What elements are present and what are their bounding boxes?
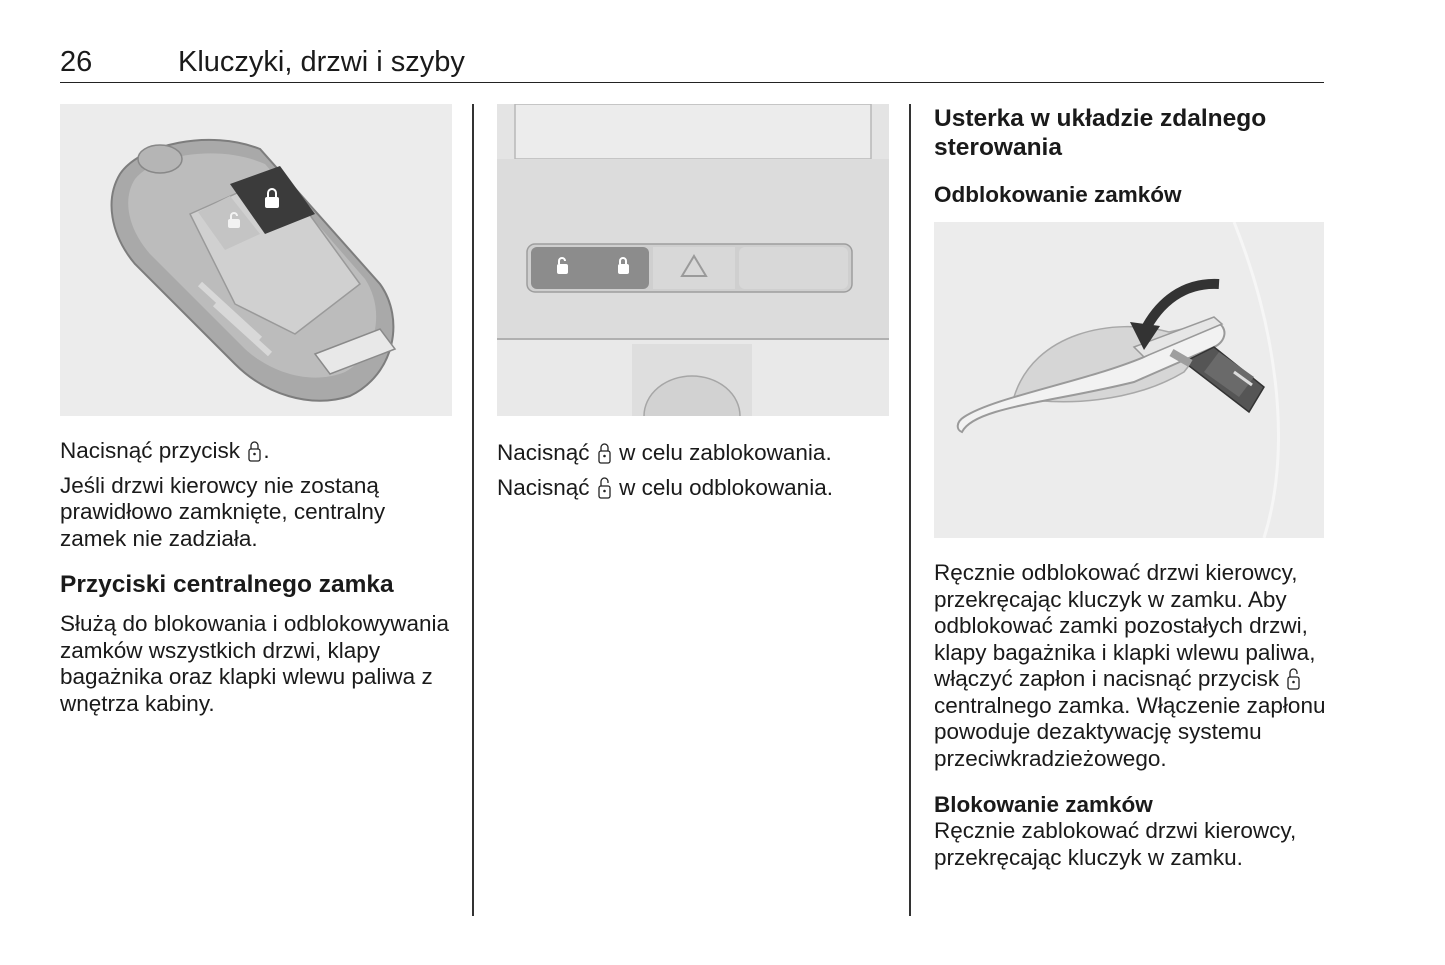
text: Ręcznie odblokować drzwi kierowcy, przekręcając kluczyk w zamku. Aby odblokować zamki pozostałych drzwi, klapy bagażnika i klapki wlewu paliwa, włączyć zapłon i nacisnąć przycisk xyxy=(934,560,1316,691)
text: Nacisnąć xyxy=(497,474,590,500)
heading-remote-control-fault: Usterka w układzie zdalnego sterowania xyxy=(934,105,1267,161)
lock-icon xyxy=(248,440,261,462)
column-divider xyxy=(472,104,474,916)
door-handle-key-illustration xyxy=(934,222,1324,538)
text: w celu zablokowania. xyxy=(619,440,832,465)
text: centralnego zamka. Włączenie zapłonu powoduje dezaktywację systemu przeciwkradzieżowego. xyxy=(934,692,1326,771)
text: . xyxy=(263,438,270,463)
page-header xyxy=(60,44,1324,83)
paragraph-central-locking-description: Służą do blokowania i odblokowywania zamków wszystkich drzwi, klapy bagażnika oraz klapki wlewu paliwa z wnętrza kabiny. xyxy=(60,611,449,716)
column-1 xyxy=(60,104,452,717)
lock-icon xyxy=(598,442,611,464)
heading-central-locking-buttons: Przyciski centralnego zamka xyxy=(60,571,394,598)
text: Nacisnąć przycisk xyxy=(60,438,241,463)
central-lock-buttons-illustration xyxy=(497,104,889,416)
text: w celu odblokowania. xyxy=(619,474,833,500)
unlock-icon xyxy=(598,477,611,499)
column-3 xyxy=(934,104,1326,871)
instruction-press-button xyxy=(60,438,452,465)
subheading-locking: Blokowanie zamków xyxy=(934,792,1153,817)
subheading-unlocking: Odblokowanie zamków xyxy=(934,182,1182,207)
text: Nacisnąć xyxy=(497,440,590,465)
page-number: 26 xyxy=(60,46,93,78)
instruction-lock xyxy=(497,440,889,467)
paragraph-manual-unlock xyxy=(934,560,1326,772)
column-divider xyxy=(909,104,911,916)
key-fob-illustration xyxy=(60,104,452,416)
unlock-icon xyxy=(1287,668,1300,690)
page-title: Kluczyki, drzwi i szyby xyxy=(178,46,465,78)
paragraph-manual-lock: Ręcznie zablokować drzwi kierowcy, przekręcając kluczyk w zamku. xyxy=(934,818,1297,870)
column-2 xyxy=(497,104,889,501)
instruction-unlock xyxy=(497,475,889,502)
paragraph-door-not-closed: Jeśli drzwi kierowcy nie zostaną prawidłowo zamknięte, centralny zamek nie zadziała. xyxy=(60,472,386,551)
